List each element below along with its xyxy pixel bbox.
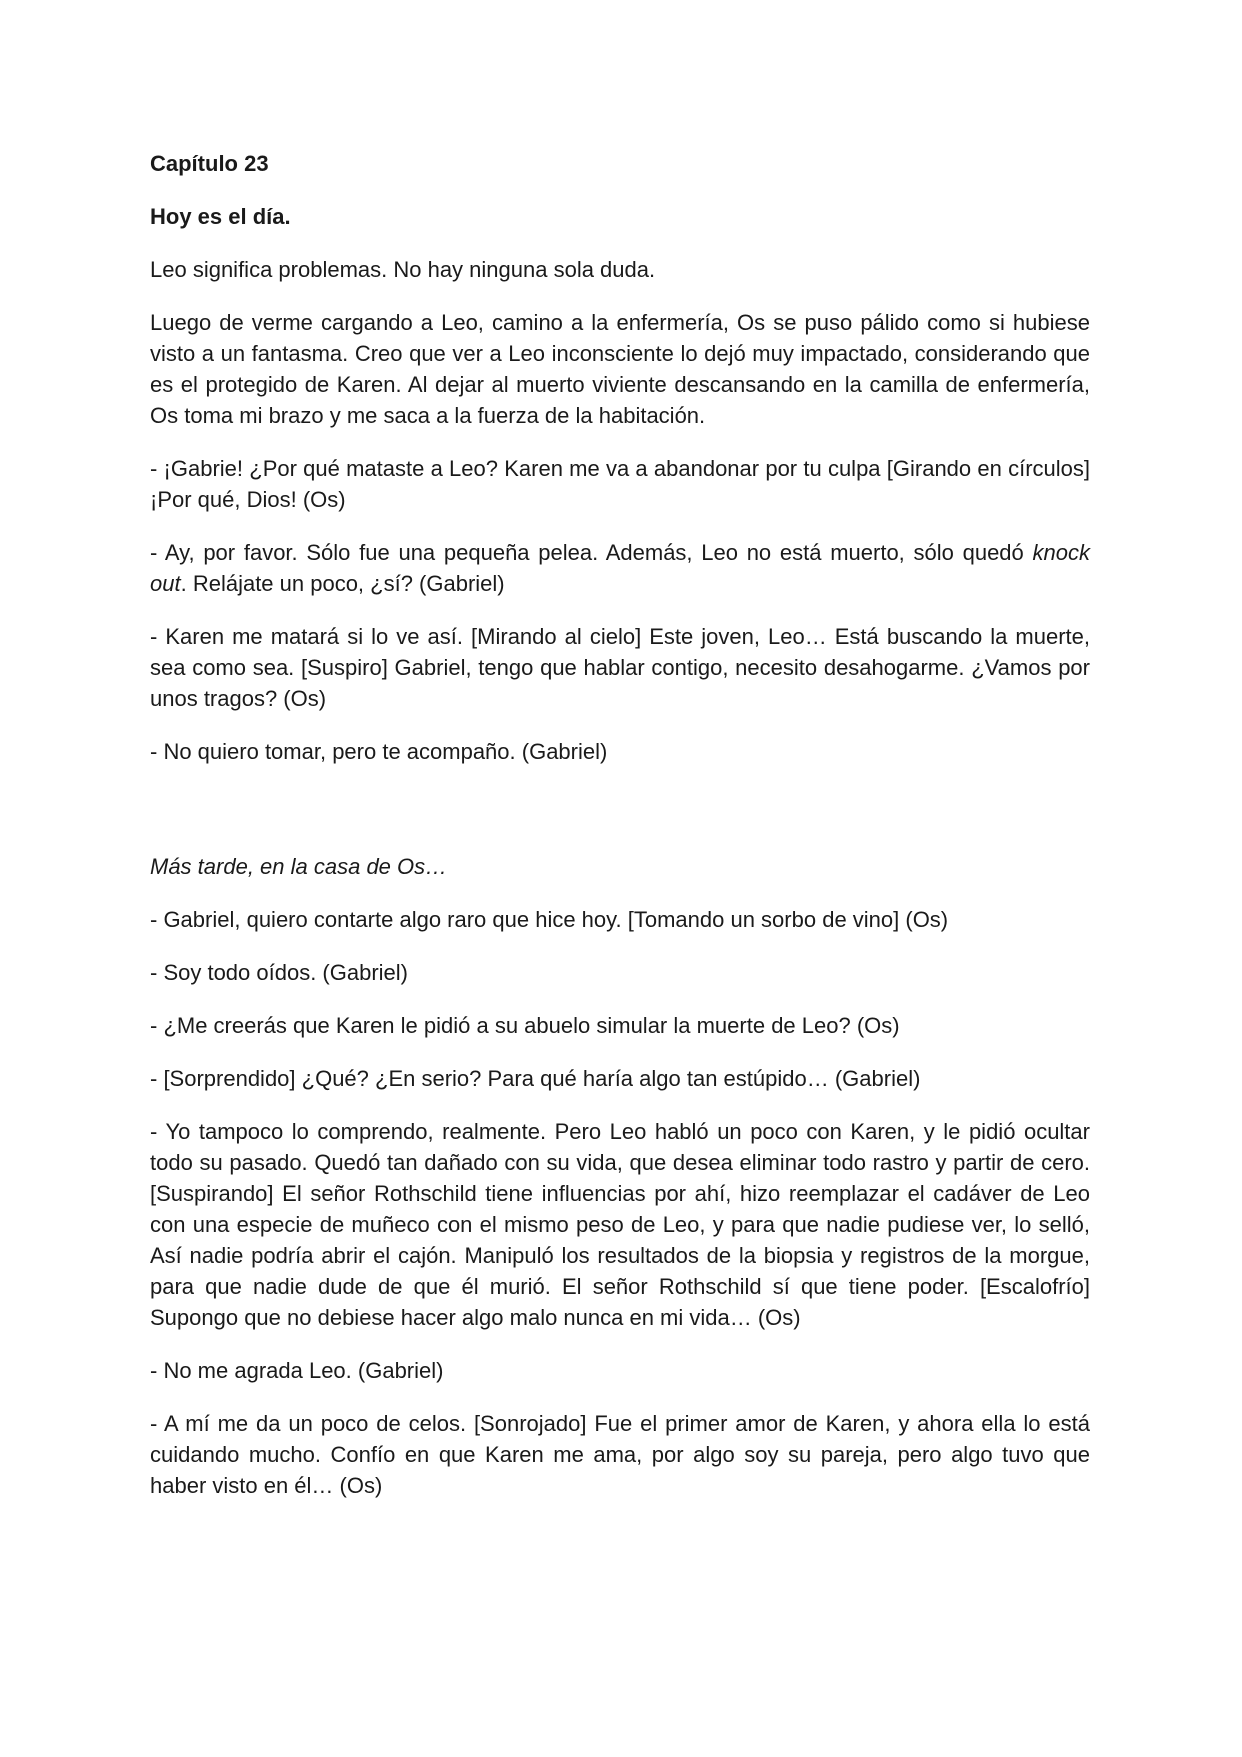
dialogue-4-part-a: - Ay, por favor. Sólo fue una pequeña pelea. Además, Leo no está muerto, sólo quedó — [150, 540, 1033, 565]
dialogue-4-part-b: . Relájate un poco, ¿sí? (Gabriel) — [180, 571, 505, 596]
dialogue-13: - A mí me da un poco de celos. [Sonrojado] Fue el primer amor de Karen, y ahora ella lo está cuidando mucho. Confío en que Karen me ama, por algo soy su pareja, pero algo tuvo que haber visto en él… (Os) — [150, 1411, 1090, 1498]
dialogue-4-emphasis: knock out — [150, 540, 1090, 596]
document-page — [150, 148, 1090, 1523]
dialogue-9: - ¿Me creerás que Karen le pidió a su abuelo simular la muerte de Leo? (Os) — [150, 1013, 900, 1038]
dialogue-4 — [150, 537, 1090, 599]
dialogue-8: - Soy todo oídos. (Gabriel) — [150, 960, 409, 985]
chapter-title: Capítulo 23 — [150, 151, 269, 176]
dialogue-5: - Karen me matará si lo ve así. [Mirando al cielo] Este joven, Leo… Está buscando la muerte, sea como sea. [Suspiro] Gabriel, tengo que hablar contigo, necesito desahogarme. ¿Vamos por unos tragos? (Os) — [150, 624, 1090, 711]
dialogue-10: - [Sorprendido] ¿Qué? ¿En serio? Para qué haría algo tan estúpido… (Gabriel) — [150, 1066, 921, 1091]
paragraph-1: Leo significa problemas. No hay ninguna sola duda. — [150, 257, 656, 282]
scene-transition: Más tarde, en la casa de Os… — [150, 854, 448, 879]
dialogue-12: - No me agrada Leo. (Gabriel) — [150, 1358, 444, 1383]
dialogue-3: - ¡Gabrie! ¿Por qué mataste a Leo? Karen me va a abandonar por tu culpa [Girando en círculos] ¡Por qué, Dios! (Os) — [150, 456, 1090, 512]
dialogue-6: - No quiero tomar, pero te acompaño. (Gabriel) — [150, 739, 608, 764]
chapter-subtitle: Hoy es el día. — [150, 204, 291, 229]
paragraph-2: Luego de verme cargando a Leo, camino a la enfermería, Os se puso pálido como si hubiese visto a un fantasma. Creo que ver a Leo inconsciente lo dejó muy impactado, considerando que es el protegido de Karen. Al dejar al muerto viviente descansando en la camilla de enfermería, Os toma mi brazo y me saca a la fuerza de la habitación. — [150, 310, 1090, 428]
dialogue-7: - Gabriel, quiero contarte algo raro que hice hoy. [Tomando un sorbo de vino] (Os) — [150, 907, 949, 932]
dialogue-11: - Yo tampoco lo comprendo, realmente. Pero Leo habló un poco con Karen, y le pidió ocultar todo su pasado. Quedó tan dañado con su vida, que desea eliminar todo rastro y partir de cero. [Suspirando] El señor Rothschild tiene influencias por ahí, hizo reemplazar el cadáver de Leo con una especie de muñeco con el mismo peso de Leo, y para que nadie pudiese ver, lo selló, Así nadie podría abrir el cajón. Manipuló los resultados de la biopsia y registros de la morgue, para que nadie dude de que él murió. El señor Rothschild sí que tiene poder. [Escalofrío] Supongo que no debiese hacer algo malo nunca en mi vida… (Os) — [150, 1119, 1090, 1330]
